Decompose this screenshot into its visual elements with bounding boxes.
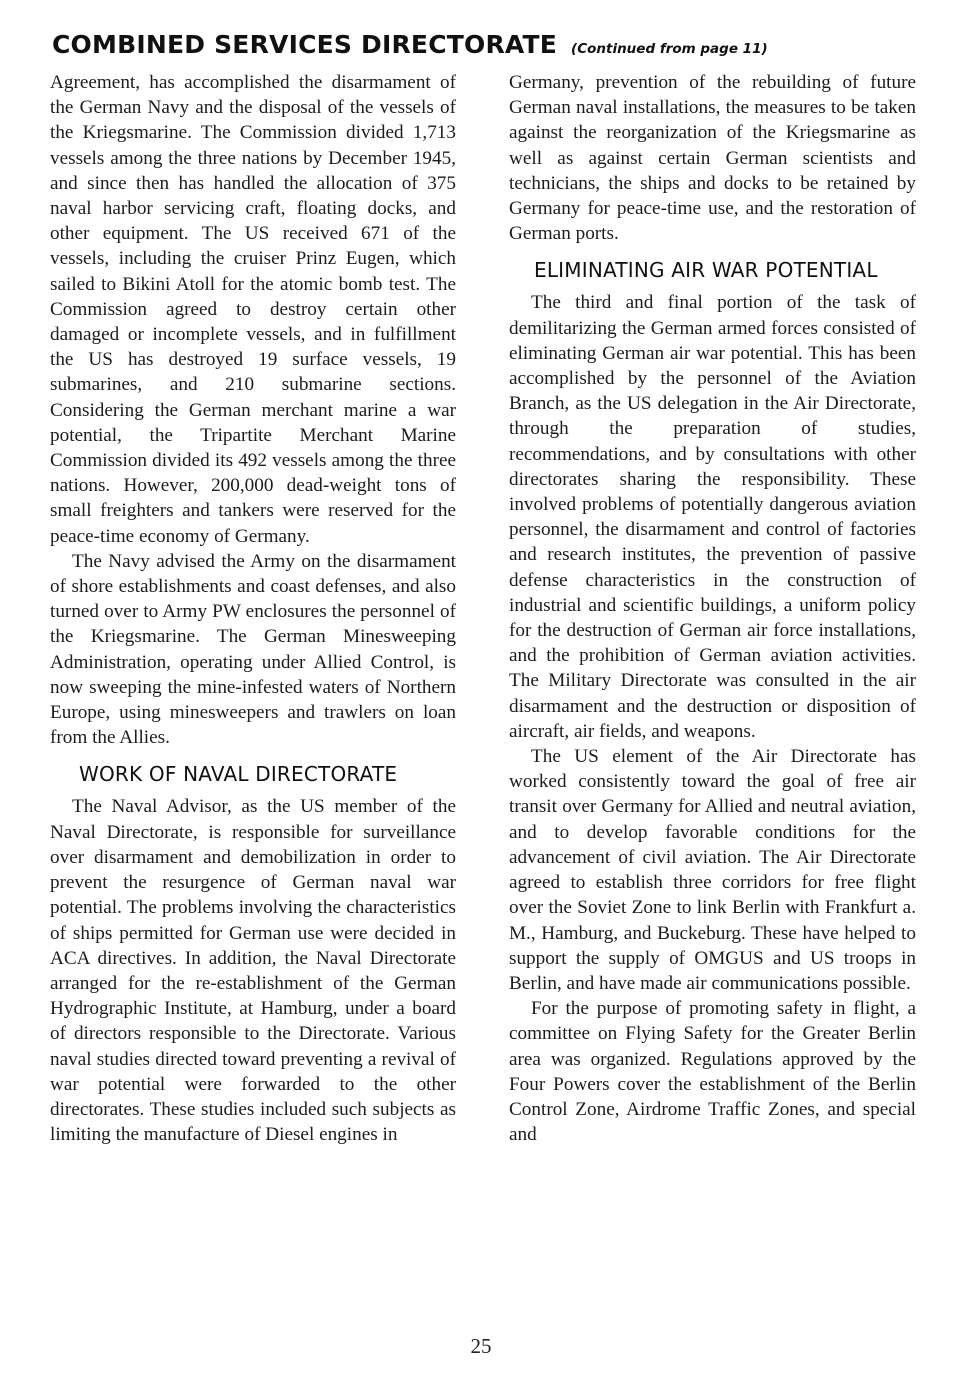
paragraph: The Naval Advisor, as the US member of the Naval Directorate, is responsible for surveillance over disarmament and demobilization in order to prevent the resurgence of German naval war potential. The problems involving the characteristics of ships permitted for German use were decided in ACA directives. In addition, the Naval Directorate arranged for the re-establishment of the German Hydrographic Institute, at Hamburg, under a board of directors responsible to the Directorate. Various naval studies directed toward preventing a revival of war potential were forwarded to the other directorates. These studies included such subjects as limiting the manufacture of Diesel engines in [50,796,456,1146]
right-column [509,70,916,1310]
section-heading: ELIMINATING AIR WAR POTENTIAL [534,258,878,283]
paragraph: Germany, prevention of the rebuilding of future German naval installations, the measures to be taken against the reorganization of the Kriegsmarine as well as against certain German scientists and technicians, the ships and docks to be retained by Germany for peace-time use, and the restoration of German ports. [509,72,916,245]
page-header [52,30,912,70]
continued-note: (Continued from page 11) [571,41,768,57]
paragraph: The US element of the Air Directorate has worked consistently toward the goal of free air transit over Germany for Allied and neutral aviation, and to develop favorable conditions for the advancement of civil aviation. The Air Directorate agreed to establish three corridors for free flight over the Soviet Zone to link Berlin with Frankfurt a. M., Hamburg, and Buckeburg. These have helped to support the supply of OMGUS and US troops in Berlin, and have made air communications possible. [509,746,916,994]
paragraph: Agreement, has accomplished the disarmament of the German Navy and the disposal of the vessels of the Kriegsmarine. The Commission divided 1,713 vessels among the three nations by December 1945, and since then has handled the allocation of 375 naval harbor servicing craft, floating docks, and other equipment. The US received 671 of the vessels, including the cruiser Prinz Eugen, which sailed to Bikini Atoll for the atomic bomb test. The Commission agreed to destroy certain other damaged or incomplete vessels, and in fulfillment the US has destroyed 19 surface vessels, 19 submarines, and 210 submarine sections. Considering the German merchant marine a war potential, the Tripartite Merchant Marine Commission divided its 492 vessels among the three nations. However, 200,000 dead-weight tons of small freighters and tankers were reserved for the peace-time economy of Germany. [50,72,456,547]
page-number: 25 [470,1334,492,1358]
paragraph: The Navy advised the Army on the disarmament of shore establishments and coast defenses, and also turned over to Army PW enclosures the personnel of the Kriegsmarine. The German Minesweeping Administration, operating under Allied Control, is now sweeping the mine-infested waters of Northern Europe, using minesweepers and trawlers on loan from the Allies. [50,550,456,749]
left-column [50,70,456,1310]
paragraph: The third and final portion of the task of demilitarizing the German armed forces consisted of eliminating German air war potential. This has been accomplished by the personnel of the Aviation Branch, as the US delegation in the Air Directorate, through the preparation of studies, recommendations, and by consultations with other directorates sharing the responsibility. These involved problems of potentially dangerous aviation personnel, the disarmament and control of factories and research institutes, the prevention of passive defense characteristics in the construction of industrial and scientific buildings, a uniform policy for the destruction of German air force installations, and the prohibition of German aviation activities. The Military Directorate was consulted in the air disarmament and the destruction or disposition of aircraft, air fields, and weapons. [509,292,916,742]
section-title: COMBINED SERVICES DIRECTORATE [52,30,558,59]
paragraph: For the purpose of promoting safety in flight, a committee on Flying Safety for the Greater Berlin area was organized. Regulations approved by the Four Powers cover the establishment of the Berlin Control Zone, Airdrome Traffic Zones, and special and [509,998,916,1146]
section-heading: WORK OF NAVAL DIRECTORATE [79,762,398,787]
